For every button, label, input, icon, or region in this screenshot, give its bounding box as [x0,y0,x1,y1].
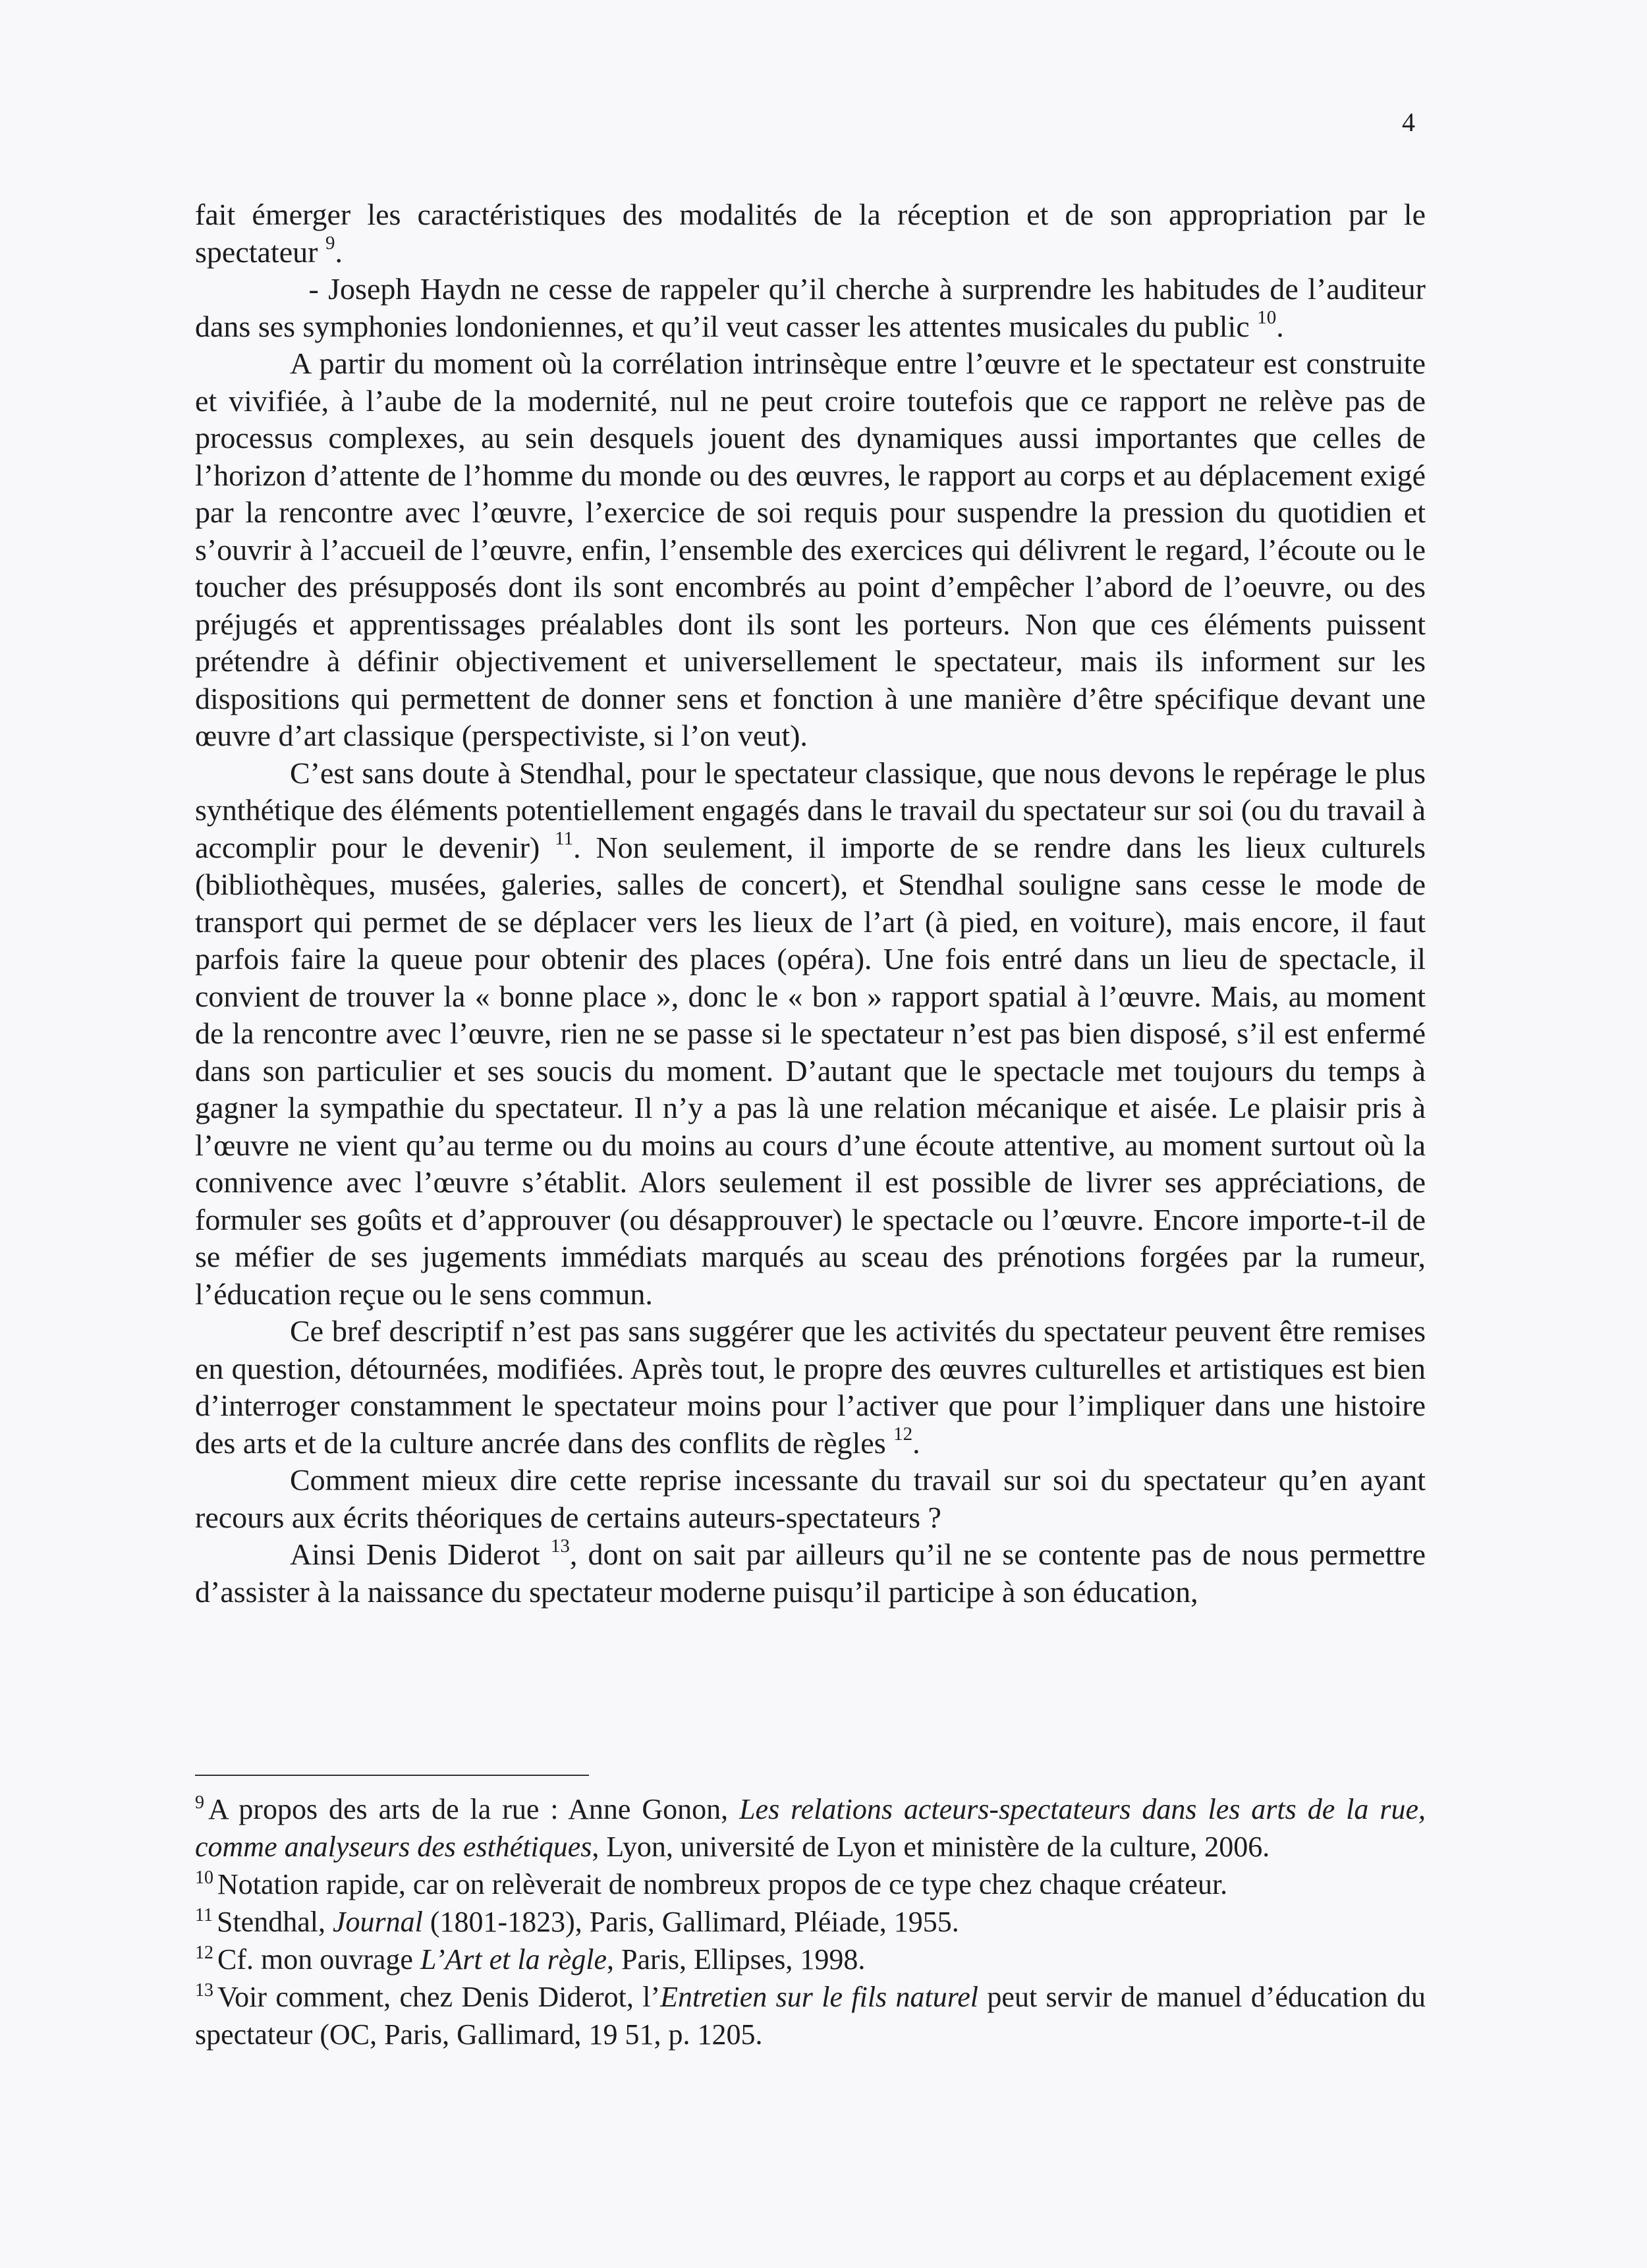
paragraph [195,345,1426,755]
page-number: 4 [1402,107,1415,137]
footnote-text: Stendhal, [216,1906,333,1938]
footnote [195,1941,1426,1978]
paragraph-text: Comment mieux dire cette reprise incessante du travail sur soi du spectateur qu’en ayant recours aux écrits théoriques de certains auteurs-spectateurs ? [195,1463,1426,1534]
footnote-reference: 9 [325,233,335,254]
paragraph-text: C’est sans doute à Stendhal, pour le spectateur classique, que nous devons le repérage le plus synthétique des éléments potentiellement engagés dans le travail du spectateur sur soi (ou du travail à accomplir pour le devenir) [195,756,1426,864]
paragraph-text: . [335,235,343,269]
footnotes [195,1790,1426,2053]
footnote-text: peut servir de manuel d’éducation du spectateur (OC, Paris, Gallimard, 19 51, p. 1205. [195,1981,1426,2051]
footnote [195,1866,1426,1903]
footnote-title: L’Art et la règle [420,1943,607,1976]
paragraph-text: A partir du moment où la corrélation intrinsèque entre l’œuvre et le spectateur est construite et vivifiée, à l’aube de la modernité, nul ne peut croire toutefois que ce rapport ne relève pas de processus complexes, au sein desquels jouent des dynamiques aussi importantes que celles de l’horizon d’attente de l’homme du monde ou des œuvres, le rapport au corps et au déplacement exigé par la rencontre avec l’œuvre, l’exercice de soi requis pour suspendre la pression du quotidien et s’ouvrir à l’accueil de l’œuvre, enfin, l’ensemble des exercices qui délivrent le regard, l’écoute ou le toucher des présupposés dont ils sont encombrés au point d’empêcher l’abord de l’oeuvre, ou des préjugés et apprentissages préalables dont ils sont les porteurs. Non que ces éléments puissent prétendre à définir objectivement et universellement le spectateur, mais ils informent sur les dispositions qui permettent de donner sens et fonction à une manière d’être spécifique devant une œuvre d’art classique (perspectiviste, si l’on veut). [195,346,1426,752]
paragraph [195,1462,1426,1536]
footnote-reference: 11 [555,828,574,850]
paragraph [195,196,1426,271]
footnote-number: 11 [195,1905,213,1926]
paragraph-text: . [1276,309,1284,343]
paragraph-text: fait émerger les caractéristiques des modalités de la réception et de son appropriation par le spectateur [195,198,1426,269]
footnote-text: A propos des arts de la rue : Anne Gonon, [208,1793,740,1825]
footnote-reference: 13 [550,1535,570,1557]
paragraph-text: Ainsi Denis Diderot [290,1537,551,1571]
paragraph-text: . [912,1425,920,1460]
paragraph-text: , dont on sait par ailleurs qu’il ne se contente pas de nous permettre d’assister à la naissance du spectateur moderne puisqu’il participe à son éducation, [195,1537,1426,1609]
footnote-number: 12 [195,1943,213,1964]
footnote-number: 13 [195,1980,213,2001]
footnote [195,1903,1426,1941]
footnote-number: 9 [195,1792,204,1813]
footnote-separator [195,1775,589,1776]
paragraph-text: - Joseph Haydn ne cesse de rappeler qu’il cherche à surprendre les habitudes de l’auditeur dans ses symphonies londoniennes, et qu’il veut casser les attentes musicales du public [195,272,1426,343]
paragraph-text: . Non seulement, il importe de se rendre dans les lieux culturels (bibliothèques, musées, galeries, salles de concert), et Stendhal souligne sans cesse le mode de transport qui permet de se déplacer vers les lieux de l’art (à pied, en voiture), mais encore, il faut parfois faire la queue pour obtenir des places (opéra). Une fois entré dans un lieu de spectacle, il convient de trouver la « bonne place », donc le « bon » rapport spatial à l’œuvre. Mais, au moment de la rencontre avec l’œuvre, rien ne se passe si le spectateur n’est pas bien disposé, s’il est enfermé dans son particulier et ses soucis du moment. D’autant que le spectacle met toujours du temps à gagner la sympathie du spectateur. Il n’y a pas là une relation mécanique et aisée. Le plaisir pris à l’œuvre ne vient qu’au terme ou du moins au cours d’une écoute attentive, au moment surtout où la connivence avec l’œuvre s’établit. Alors seulement il est possible de livrer ses appréciations, de formuler ses goûts et d’approuver (ou désapprouver) le spectacle ou l’œuvre. Encore importe-t-il de se méfier de ses jugements immédiats marqués au sceau des prénotions forgées par la rumeur, l’éducation reçue ou le sens commun. [195,830,1426,1311]
footnote-reference: 10 [1257,307,1277,329]
footnote-title: Les relations acteurs-spectateurs dans les arts de la rue, comme analyseurs des esthétiques [195,1793,1426,1863]
footnote-text: Notation rapide, car on relèverait de nombreux propos de ce type chez chaque créateur. [217,1868,1228,1900]
footnote-text: Voir comment, chez Denis Diderot, l’ [217,1981,661,2013]
footnote-text: , Lyon, université de Lyon et ministère de la culture, 2006. [592,1831,1270,1863]
footnote [195,1978,1426,2053]
paragraph [195,271,1426,345]
paragraph-text: Ce bref descriptif n’est pas sans suggérer que les activités du spectateur peuvent être remises en question, détournées, modifiées. Après tout, le propre des œuvres culturelles et artistiques est bien d’interroger constamment le spectateur moins pour l’activer que pour l’impliquer dans une histoire des arts et de la culture ancrée dans des conflits de règles [195,1314,1426,1460]
footnote-text: (1801-1823), Paris, Gallimard, Pléiade, 1955. [422,1906,959,1938]
paragraph [195,1536,1426,1611]
footnote-reference: 12 [893,1424,913,1445]
paragraph [195,1313,1426,1462]
footnote-title: Journal [332,1906,423,1938]
paragraph [195,755,1426,1314]
footnote-number: 10 [195,1867,213,1889]
footnote-text: Cf. mon ouvrage [217,1943,420,1976]
body-text [195,196,1426,1611]
footnote-text: , Paris, Ellipses, 1998. [607,1943,866,1976]
footnote-title: Entretien sur le fils naturel [660,1981,979,2013]
footnote [195,1790,1426,1866]
